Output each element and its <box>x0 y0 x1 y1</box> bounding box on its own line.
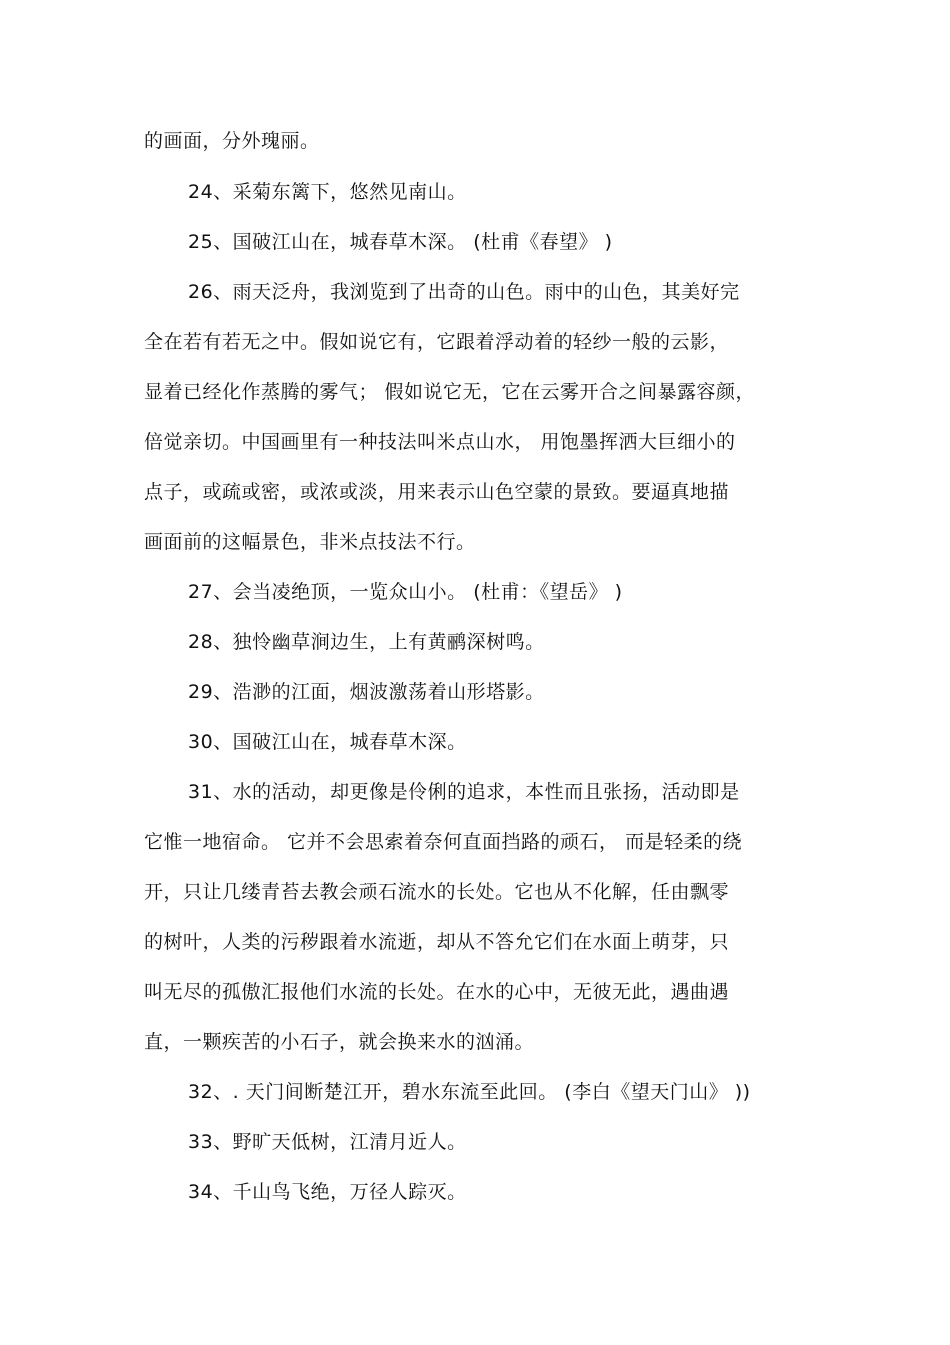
text-line-15: 它惟一地宿命。 它并不会思索着奈何直面挡路的顽石， 而是轻柔的绕 <box>144 831 743 853</box>
text-line-7: 倍觉亲切。中国画里有一种技法叫米点山水， 用饱墨挥洒大巨细小的 <box>144 431 736 453</box>
text-line-5: 全在若有若无之中。假如说它有，它跟着浮动着的轻纱一般的云影， <box>144 331 730 353</box>
text-line-14: 31、水的活动，却更像是伶俐的追求，本性而且张扬，活动即是 <box>188 781 740 803</box>
text-line-1: 的画面，分外瑰丽。 <box>144 130 320 152</box>
text-line-4: 26、雨天泛舟，我浏览到了出奇的山色。雨中的山色，其美好完 <box>188 281 740 303</box>
text-line-8: 点子，或疏或密，或浓或淡，用来表示山色空蒙的景致。要逼真地描 <box>144 481 730 503</box>
text-line-9: 画面前的这幅景色，非米点技法不行。 <box>144 531 476 553</box>
text-line-20: 32、. 天门间断楚江开，碧水东流至此回。 (李白《望天门山》 )) <box>188 1081 751 1103</box>
text-line-16: 开，只让几缕青苔去教会顽石流水的长处。它也从不化解，任由飘零 <box>144 881 730 903</box>
text-line-11: 28、独怜幽草涧边生，上有黄鹂深树鸣。 <box>188 631 545 653</box>
text-line-21: 33、野旷天低树，江清月近人。 <box>188 1131 467 1153</box>
text-line-3: 25、国破江山在，城春草木深。 (杜甫《春望》 ) <box>188 231 613 253</box>
text-line-10: 27、会当凌绝顶，一览众山小。 (杜甫：《望岳》 ) <box>188 581 623 603</box>
text-line-17: 的树叶，人类的污秽跟着水流逝，却从不答允它们在水面上萌芽，只 <box>144 931 730 953</box>
text-line-2: 24、采菊东篱下，悠然见南山。 <box>188 181 467 203</box>
text-line-6: 显着已经化作蒸腾的雾气； 假如说它无，它在云雾开合之间暴露容颜， <box>144 381 756 403</box>
text-line-22: 34、千山鸟飞绝，万径人踪灭。 <box>188 1181 467 1203</box>
text-line-12: 29、浩渺的江面，烟波激荡着山形塔影。 <box>188 681 545 703</box>
text-line-13: 30、国破江山在，城春草木深。 <box>188 731 467 753</box>
text-line-18: 叫无尽的孤傲汇报他们水流的长处。在水的心中，无彼无此，遇曲遇 <box>144 981 730 1003</box>
text-line-19: 直，一颗疾苦的小石子，就会换来水的汹涌。 <box>144 1031 535 1053</box>
